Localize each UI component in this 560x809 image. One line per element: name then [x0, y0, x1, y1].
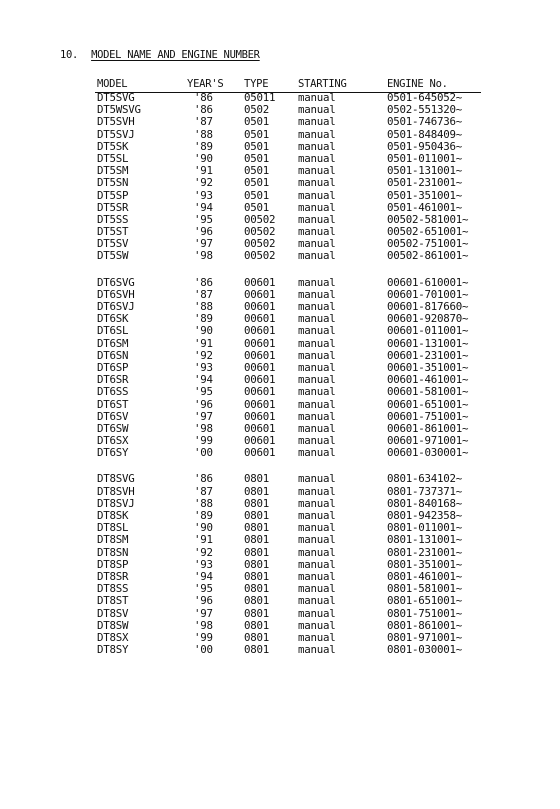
- cell-model: DT6SVH: [97, 287, 135, 301]
- cell-type: 0801: [244, 484, 270, 498]
- cell-type: 0501: [244, 139, 270, 153]
- cell-starting: manual: [298, 545, 336, 559]
- cell-type: 0801: [244, 594, 270, 608]
- table-row: [0, 386, 560, 398]
- table-row: [0, 350, 560, 362]
- cell-type: 0801: [244, 618, 270, 632]
- cell-model: DT6SV: [97, 409, 129, 423]
- cell-model: DT8SR: [97, 569, 129, 583]
- table-row: [0, 289, 560, 301]
- cell-engine-no: 0801-351001~: [387, 557, 463, 571]
- cell-type: 0501: [244, 188, 270, 202]
- cell-starting: manual: [298, 300, 336, 313]
- cell-model: DT6SX: [97, 434, 129, 448]
- cell-year: '90: [194, 151, 213, 165]
- cell-engine-no: 0501-746736~: [387, 115, 463, 129]
- cell-model: DT8SX: [97, 630, 129, 644]
- cell-engine-no: 0502-551320~: [387, 103, 463, 117]
- cell-model: DT6SM: [97, 336, 129, 350]
- cell-type: 0502: [244, 103, 270, 117]
- cell-starting: manual: [298, 618, 336, 632]
- cell-model: DT5SM: [97, 164, 129, 178]
- header-starting: STARTING: [298, 78, 347, 90]
- cell-engine-no: 00601-651001~: [387, 397, 469, 411]
- table-row: [0, 473, 560, 485]
- cell-engine-no: 00601-030001~: [387, 446, 469, 460]
- cell-year: '95: [194, 582, 213, 596]
- cell-year: '91: [194, 336, 213, 350]
- cell-starting: manual: [298, 324, 336, 338]
- cell-type: 0801: [244, 509, 270, 522]
- cell-year: '91: [194, 164, 213, 178]
- table-row: [0, 238, 560, 250]
- cell-starting: manual: [298, 360, 336, 374]
- cell-model: DT6SN: [97, 348, 129, 362]
- table-row: [0, 141, 560, 153]
- cell-model: DT5SVG: [97, 91, 135, 104]
- cell-type: 00502: [244, 237, 276, 251]
- cell-type: 0801: [244, 643, 270, 657]
- cell-engine-no: 0501-011001~: [387, 151, 463, 165]
- cell-year: '87: [194, 484, 213, 498]
- table-row: [0, 165, 560, 177]
- cell-year: '89: [194, 139, 213, 153]
- header-type: TYPE: [244, 78, 269, 90]
- cell-starting: manual: [298, 336, 336, 350]
- cell-starting: manual: [298, 103, 336, 117]
- table-row: [0, 559, 560, 571]
- cell-model: DT8ST: [97, 594, 129, 608]
- cell-starting: manual: [298, 164, 336, 178]
- cell-starting: manual: [298, 472, 336, 486]
- cell-year: '94: [194, 373, 213, 387]
- cell-year: '96: [194, 594, 213, 608]
- cell-type: 0801: [244, 606, 270, 620]
- cell-year: '86: [194, 275, 213, 289]
- cell-engine-no: 0801-011001~: [387, 521, 463, 535]
- cell-engine-no: 0801-461001~: [387, 569, 463, 583]
- cell-type: 0801: [244, 545, 270, 559]
- cell-model: DT8SP: [97, 557, 129, 571]
- cell-type: 00601: [244, 336, 276, 350]
- cell-engine-no: 0501-351001~: [387, 188, 463, 202]
- cell-year: '86: [194, 472, 213, 486]
- cell-starting: manual: [298, 496, 336, 510]
- cell-model: DT8SL: [97, 521, 129, 535]
- cell-type: 0501: [244, 164, 270, 178]
- cell-year: '90: [194, 521, 213, 535]
- cell-engine-no: 0801-131001~: [387, 533, 463, 547]
- cell-starting: manual: [298, 557, 336, 571]
- cell-model: DT5SV: [97, 237, 129, 251]
- cell-starting: manual: [298, 237, 336, 251]
- cell-type: 0801: [244, 582, 270, 596]
- cell-engine-no: 0801-634102~: [387, 472, 463, 486]
- cell-type: 00601: [244, 373, 276, 387]
- table-row: [0, 547, 560, 559]
- cell-year: '94: [194, 569, 213, 583]
- table-row: [0, 226, 560, 238]
- cell-engine-no: 00601-581001~: [387, 385, 469, 399]
- cell-starting: manual: [298, 643, 336, 657]
- table-row: [0, 177, 560, 189]
- cell-engine-no: 0801-231001~: [387, 545, 463, 559]
- cell-starting: manual: [298, 397, 336, 411]
- cell-starting: manual: [298, 348, 336, 362]
- cell-type: 00502: [244, 225, 276, 239]
- cell-engine-no: 0501-231001~: [387, 176, 463, 190]
- cell-year: '98: [194, 421, 213, 435]
- cell-type: 0501: [244, 176, 270, 190]
- table-row: [0, 447, 560, 459]
- cell-type: 00601: [244, 312, 276, 326]
- cell-engine-no: 0801-971001~: [387, 630, 463, 644]
- cell-year: '95: [194, 212, 213, 226]
- cell-model: DT5SW: [97, 249, 129, 263]
- cell-engine-no: 0801-030001~: [387, 643, 463, 657]
- cell-year: '97: [194, 237, 213, 251]
- cell-type: 0501: [244, 151, 270, 165]
- cell-type: 00601: [244, 275, 276, 289]
- table-row: [0, 399, 560, 411]
- cell-year: '98: [194, 618, 213, 632]
- cell-type: 00601: [244, 360, 276, 374]
- cell-starting: manual: [298, 200, 336, 214]
- cell-engine-no: 00601-701001~: [387, 287, 469, 301]
- cell-year: '96: [194, 225, 213, 239]
- cell-model: DT6SW: [97, 421, 129, 435]
- cell-engine-no: 00502-751001~: [387, 237, 469, 251]
- cell-engine-no: 00601-011001~: [387, 324, 469, 338]
- cell-engine-no: 00601-461001~: [387, 373, 469, 387]
- group-separator: [0, 263, 560, 277]
- cell-engine-no: 0501-950436~: [387, 139, 463, 153]
- table-row: [0, 423, 560, 435]
- cell-model: DT5SVJ: [97, 127, 135, 141]
- cell-year: '92: [194, 545, 213, 559]
- cell-engine-no: 0501-131001~: [387, 164, 463, 178]
- cell-type: 00601: [244, 300, 276, 313]
- cell-year: '94: [194, 200, 213, 214]
- cell-starting: manual: [298, 188, 336, 202]
- cell-type: 00601: [244, 287, 276, 301]
- cell-engine-no: 00601-131001~: [387, 336, 469, 350]
- cell-type: 00601: [244, 324, 276, 338]
- table-row: [0, 313, 560, 325]
- table-row: [0, 202, 560, 214]
- cell-type: 00601: [244, 348, 276, 362]
- cell-model: DT5WSVG: [97, 103, 141, 117]
- cell-starting: manual: [298, 409, 336, 423]
- cell-year: '86: [194, 103, 213, 117]
- cell-model: DT5SVH: [97, 115, 135, 129]
- cell-type: 00502: [244, 249, 276, 263]
- cell-starting: manual: [298, 533, 336, 547]
- cell-type: 00502: [244, 212, 276, 226]
- cell-year: '97: [194, 409, 213, 423]
- cell-type: 0801: [244, 557, 270, 571]
- cell-engine-no: 00601-920870~: [387, 312, 469, 326]
- table-row: [0, 116, 560, 128]
- cell-year: '88: [194, 300, 213, 313]
- cell-type: 0501: [244, 115, 270, 129]
- table-row: [0, 644, 560, 656]
- table-row: [0, 571, 560, 583]
- cell-model: DT8SW: [97, 618, 129, 632]
- cell-engine-no: 00601-971001~: [387, 434, 469, 448]
- section-title: MODEL NAME AND ENGINE NUMBER: [91, 49, 260, 61]
- cell-year: '86: [194, 91, 213, 104]
- table-row: [0, 510, 560, 522]
- cell-year: '93: [194, 188, 213, 202]
- cell-model: DT5SR: [97, 200, 129, 214]
- cell-year: '00: [194, 446, 213, 460]
- cell-model: DT6SS: [97, 385, 129, 399]
- cell-starting: manual: [298, 484, 336, 498]
- cell-type: 00601: [244, 409, 276, 423]
- cell-starting: manual: [298, 606, 336, 620]
- cell-model: DT6ST: [97, 397, 129, 411]
- group-separator: [0, 459, 560, 473]
- cell-model: DT6SR: [97, 373, 129, 387]
- cell-model: DT8SM: [97, 533, 129, 547]
- table-row: [0, 104, 560, 116]
- cell-engine-no: 0801-737371~: [387, 484, 463, 498]
- table-row: [0, 277, 560, 289]
- cell-type: 0501: [244, 200, 270, 214]
- cell-year: '89: [194, 312, 213, 326]
- cell-starting: manual: [298, 421, 336, 435]
- cell-model: DT5SN: [97, 176, 129, 190]
- cell-model: DT8SN: [97, 545, 129, 559]
- cell-type: 00601: [244, 397, 276, 411]
- cell-year: '93: [194, 360, 213, 374]
- cell-year: '91: [194, 533, 213, 547]
- cell-type: 0801: [244, 630, 270, 644]
- cell-year: '95: [194, 385, 213, 399]
- cell-starting: manual: [298, 151, 336, 165]
- cell-starting: manual: [298, 373, 336, 387]
- table-row: [0, 411, 560, 423]
- cell-starting: manual: [298, 630, 336, 644]
- table-row: [0, 608, 560, 620]
- cell-year: '98: [194, 249, 213, 263]
- cell-model: DT6SP: [97, 360, 129, 374]
- cell-starting: manual: [298, 139, 336, 153]
- cell-engine-no: 00502-861001~: [387, 249, 469, 263]
- cell-starting: manual: [298, 287, 336, 301]
- table-row: [0, 153, 560, 165]
- cell-type: 00601: [244, 385, 276, 399]
- cell-model: DT8SK: [97, 509, 129, 522]
- cell-starting: manual: [298, 115, 336, 129]
- cell-engine-no: 00601-817660~: [387, 300, 469, 313]
- table-row: [0, 214, 560, 226]
- header-model: MODEL: [97, 78, 128, 90]
- cell-starting: manual: [298, 385, 336, 399]
- cell-model: DT8SY: [97, 643, 129, 657]
- cell-model: DT8SV: [97, 606, 129, 620]
- table-row: [0, 362, 560, 374]
- cell-type: 0501: [244, 127, 270, 141]
- table-row: [0, 374, 560, 386]
- cell-engine-no: 00601-610001~: [387, 275, 469, 289]
- cell-model: DT8SVG: [97, 472, 135, 486]
- table-row: [0, 92, 560, 104]
- cell-starting: manual: [298, 275, 336, 289]
- cell-year: '87: [194, 287, 213, 301]
- cell-starting: manual: [298, 176, 336, 190]
- cell-year: '92: [194, 176, 213, 190]
- cell-model: DT8SVJ: [97, 496, 135, 510]
- cell-model: DT8SVH: [97, 484, 135, 498]
- table-row: [0, 534, 560, 546]
- cell-engine-no: 0801-942358~: [387, 509, 463, 522]
- cell-starting: manual: [298, 91, 336, 104]
- cell-engine-no: 0501-645052~: [387, 91, 463, 104]
- cell-starting: manual: [298, 594, 336, 608]
- cell-model: DT5SL: [97, 151, 129, 165]
- table-row: [0, 498, 560, 510]
- cell-model: DT5ST: [97, 225, 129, 239]
- table-row: [0, 338, 560, 350]
- cell-engine-no: 0501-848409~: [387, 127, 463, 141]
- cell-type: 00601: [244, 421, 276, 435]
- table-row: [0, 190, 560, 202]
- cell-starting: manual: [298, 509, 336, 522]
- cell-year: '87: [194, 115, 213, 129]
- cell-engine-no: 0801-651001~: [387, 594, 463, 608]
- cell-type: 00601: [244, 434, 276, 448]
- cell-starting: manual: [298, 569, 336, 583]
- cell-starting: manual: [298, 225, 336, 239]
- cell-model: DT5SS: [97, 212, 129, 226]
- section-number: 10.: [60, 49, 79, 61]
- cell-engine-no: 00502-581001~: [387, 212, 469, 226]
- table-row: [0, 325, 560, 337]
- cell-starting: manual: [298, 521, 336, 535]
- cell-type: 0801: [244, 521, 270, 535]
- table-row: [0, 632, 560, 644]
- cell-starting: manual: [298, 127, 336, 141]
- cell-engine-no: 0801-861001~: [387, 618, 463, 632]
- cell-model: DT6SL: [97, 324, 129, 338]
- header-year: YEAR'S: [187, 78, 224, 90]
- cell-engine-no: 00502-651001~: [387, 225, 469, 239]
- cell-starting: manual: [298, 434, 336, 448]
- cell-year: '92: [194, 348, 213, 362]
- cell-year: '93: [194, 557, 213, 571]
- table-row: [0, 595, 560, 607]
- cell-model: DT6SVG: [97, 275, 135, 289]
- table-row: [0, 435, 560, 447]
- cell-year: '00: [194, 643, 213, 657]
- cell-starting: manual: [298, 446, 336, 460]
- cell-type: 00601: [244, 446, 276, 460]
- cell-starting: manual: [298, 312, 336, 326]
- cell-model: DT6SVJ: [97, 300, 135, 313]
- table-row: [0, 522, 560, 534]
- cell-engine-no: 0801-751001~: [387, 606, 463, 620]
- header-engine-no: ENGINE No.: [387, 78, 448, 90]
- table-row: [0, 486, 560, 498]
- cell-year: '96: [194, 397, 213, 411]
- section-heading: [60, 49, 260, 61]
- cell-type: 0801: [244, 472, 270, 486]
- cell-engine-no: 0501-461001~: [387, 200, 463, 214]
- cell-type: 0801: [244, 569, 270, 583]
- table-row: [0, 301, 560, 313]
- table-row: [0, 583, 560, 595]
- cell-starting: manual: [298, 212, 336, 226]
- cell-engine-no: 00601-231001~: [387, 348, 469, 362]
- cell-year: '99: [194, 630, 213, 644]
- cell-type: 05011: [244, 91, 276, 104]
- table-row: [0, 250, 560, 262]
- cell-year: '89: [194, 509, 213, 522]
- cell-engine-no: 0801-840168~: [387, 496, 463, 510]
- cell-model: DT8SS: [97, 582, 129, 596]
- cell-year: '97: [194, 606, 213, 620]
- model-engine-table: [0, 92, 560, 656]
- cell-model: DT5SP: [97, 188, 129, 202]
- table-row: [0, 620, 560, 632]
- cell-model: DT5SK: [97, 139, 129, 153]
- cell-year: '99: [194, 434, 213, 448]
- table-header: [0, 78, 560, 92]
- cell-engine-no: 0801-581001~: [387, 582, 463, 596]
- cell-model: DT6SK: [97, 312, 129, 326]
- cell-year: '88: [194, 127, 213, 141]
- cell-starting: manual: [298, 582, 336, 596]
- cell-type: 0801: [244, 496, 270, 510]
- cell-type: 0801: [244, 533, 270, 547]
- cell-engine-no: 00601-751001~: [387, 409, 469, 423]
- table-row: [0, 129, 560, 141]
- cell-model: DT6SY: [97, 446, 129, 460]
- cell-year: '88: [194, 496, 213, 510]
- cell-starting: manual: [298, 249, 336, 263]
- cell-engine-no: 00601-861001~: [387, 421, 469, 435]
- cell-engine-no: 00601-351001~: [387, 360, 469, 374]
- cell-year: '90: [194, 324, 213, 338]
